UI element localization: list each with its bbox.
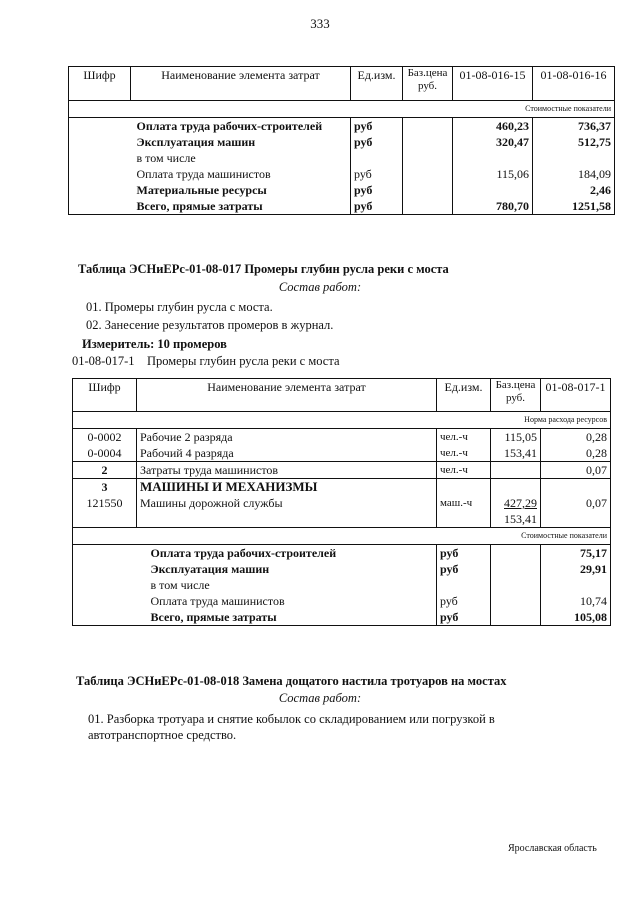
header-name: Наименование элемента затрат	[131, 67, 351, 101]
row-unit: руб	[351, 166, 403, 182]
row-unit: руб	[437, 609, 491, 626]
header-base-price: Баз.цена руб.	[491, 379, 541, 412]
measurement-unit: Измеритель: 10 промеров	[82, 337, 227, 351]
row-value: 10,74	[541, 593, 611, 609]
row-code: 2	[73, 462, 137, 479]
section-title-01-08-018: Таблица ЭСНиЕРс-01-08-018 Замена дощатого настила тротуаров на мостах	[76, 674, 507, 688]
work-step: 02. Занесение результатов промеров в журнал.	[86, 318, 334, 332]
subheader-cost-indicators: Стоимостные показатели	[73, 528, 611, 545]
row-unit: маш.-ч	[437, 495, 491, 528]
page-number: 333	[310, 16, 330, 31]
row-value-2: 512,75	[533, 134, 615, 150]
row-name: Рабочие 2 разряда	[137, 429, 437, 446]
header-base-price: Баз.цена руб.	[403, 67, 453, 101]
row-unit: чел.-ч	[437, 429, 491, 446]
row-value-1: 115,06	[453, 166, 533, 182]
header-code: Шифр	[69, 67, 131, 101]
row-value: 0,07	[541, 462, 611, 479]
row-value: 75,17	[541, 545, 611, 562]
row-value-2: 1251,58	[533, 198, 615, 215]
row-name: Всего, прямые затраты	[137, 609, 437, 626]
row-name: Материальные ресурсы	[136, 183, 267, 197]
header-name: Наименование элемента затрат	[137, 379, 437, 412]
row-price: 115,05	[491, 429, 541, 446]
header-unit: Ед.изм.	[437, 379, 491, 412]
row-name: Эксплуатация машин	[150, 562, 270, 576]
row-unit: руб	[351, 198, 403, 215]
row-name: Оплата труда рабочих-строителей	[150, 546, 337, 560]
subheader-resource-norm: Норма расхода ресурсов	[73, 412, 611, 429]
row-name: Рабочий 4 разряда	[137, 445, 437, 462]
item-line: 01-08-017-1 Промеры глубин русла реки с моста	[72, 354, 340, 368]
cost-table-01-08-016	[68, 66, 615, 215]
row-value-2: 184,09	[533, 166, 615, 182]
work-step: 01. Промеры глубин русла с моста.	[86, 300, 273, 314]
row-name: МАШИНЫ И МЕХАНИЗМЫ	[137, 479, 437, 496]
row-code: 0-0002	[73, 429, 137, 446]
row-price: 153,41	[491, 445, 541, 462]
work-step: 01. Разборка тротуара и снятие кобылок со складированием или погрузкой в	[88, 712, 495, 726]
row-value-1	[453, 182, 533, 198]
header-col-1: 01-08-016-15	[453, 67, 533, 101]
header-unit: Ед.изм.	[351, 67, 403, 101]
row-name: в том числе	[136, 151, 196, 165]
row-name: Машины дорожной службы	[137, 495, 437, 528]
row-name: Оплата труда машинистов	[136, 167, 271, 181]
row-value: 105,08	[541, 609, 611, 626]
row-name: в том числе	[150, 578, 210, 592]
row-unit: чел.-ч	[437, 445, 491, 462]
row-unit: руб	[437, 593, 491, 609]
row-value-1: 320,47	[453, 134, 533, 150]
row-value-2: 2,46	[533, 182, 615, 198]
subheader-cost-indicators: Стоимостные показатели	[69, 101, 615, 118]
row-value: 29,91	[541, 561, 611, 577]
row-unit: руб	[437, 545, 491, 562]
footer-region: Ярославская область	[508, 843, 597, 854]
header-code: Шифр	[73, 379, 137, 412]
row-code: 3	[73, 479, 137, 496]
composition-label: Состав работ:	[278, 691, 362, 705]
row-code: 0-0004	[73, 445, 137, 462]
composition-label: Состав работ:	[278, 280, 362, 294]
row-name: Всего, прямые затраты	[131, 198, 351, 215]
row-value-1: 460,23	[453, 118, 533, 135]
row-name: Затраты труда машинистов	[137, 462, 437, 479]
row-unit: руб	[351, 118, 403, 135]
header-col-1: 01-08-017-1	[541, 379, 611, 412]
row-value: 0,28	[541, 429, 611, 446]
row-name: Эксплуатация машин	[136, 135, 256, 149]
row-code: 121550	[73, 495, 137, 528]
header-col-2: 01-08-016-16	[533, 67, 615, 101]
row-value-2: 736,37	[533, 118, 615, 135]
row-price: 427,29 153,41	[491, 495, 541, 528]
row-value-1: 780,70	[453, 198, 533, 215]
row-value: 0,07	[541, 495, 611, 528]
row-unit: руб	[437, 561, 491, 577]
row-unit: руб	[351, 134, 403, 150]
row-unit: чел.-ч	[437, 462, 491, 479]
row-name: Оплата труда рабочих-строителей	[136, 119, 323, 133]
row-value: 0,28	[541, 445, 611, 462]
work-step-continuation: автотранспортное средство.	[88, 728, 237, 742]
resource-table-01-08-017	[72, 378, 611, 626]
section-title-01-08-017: Таблица ЭСНиЕРс-01-08-017 Промеры глубин русла реки с моста	[78, 262, 449, 276]
row-name: Оплата труда машинистов	[150, 594, 285, 608]
row-unit: руб	[351, 182, 403, 198]
